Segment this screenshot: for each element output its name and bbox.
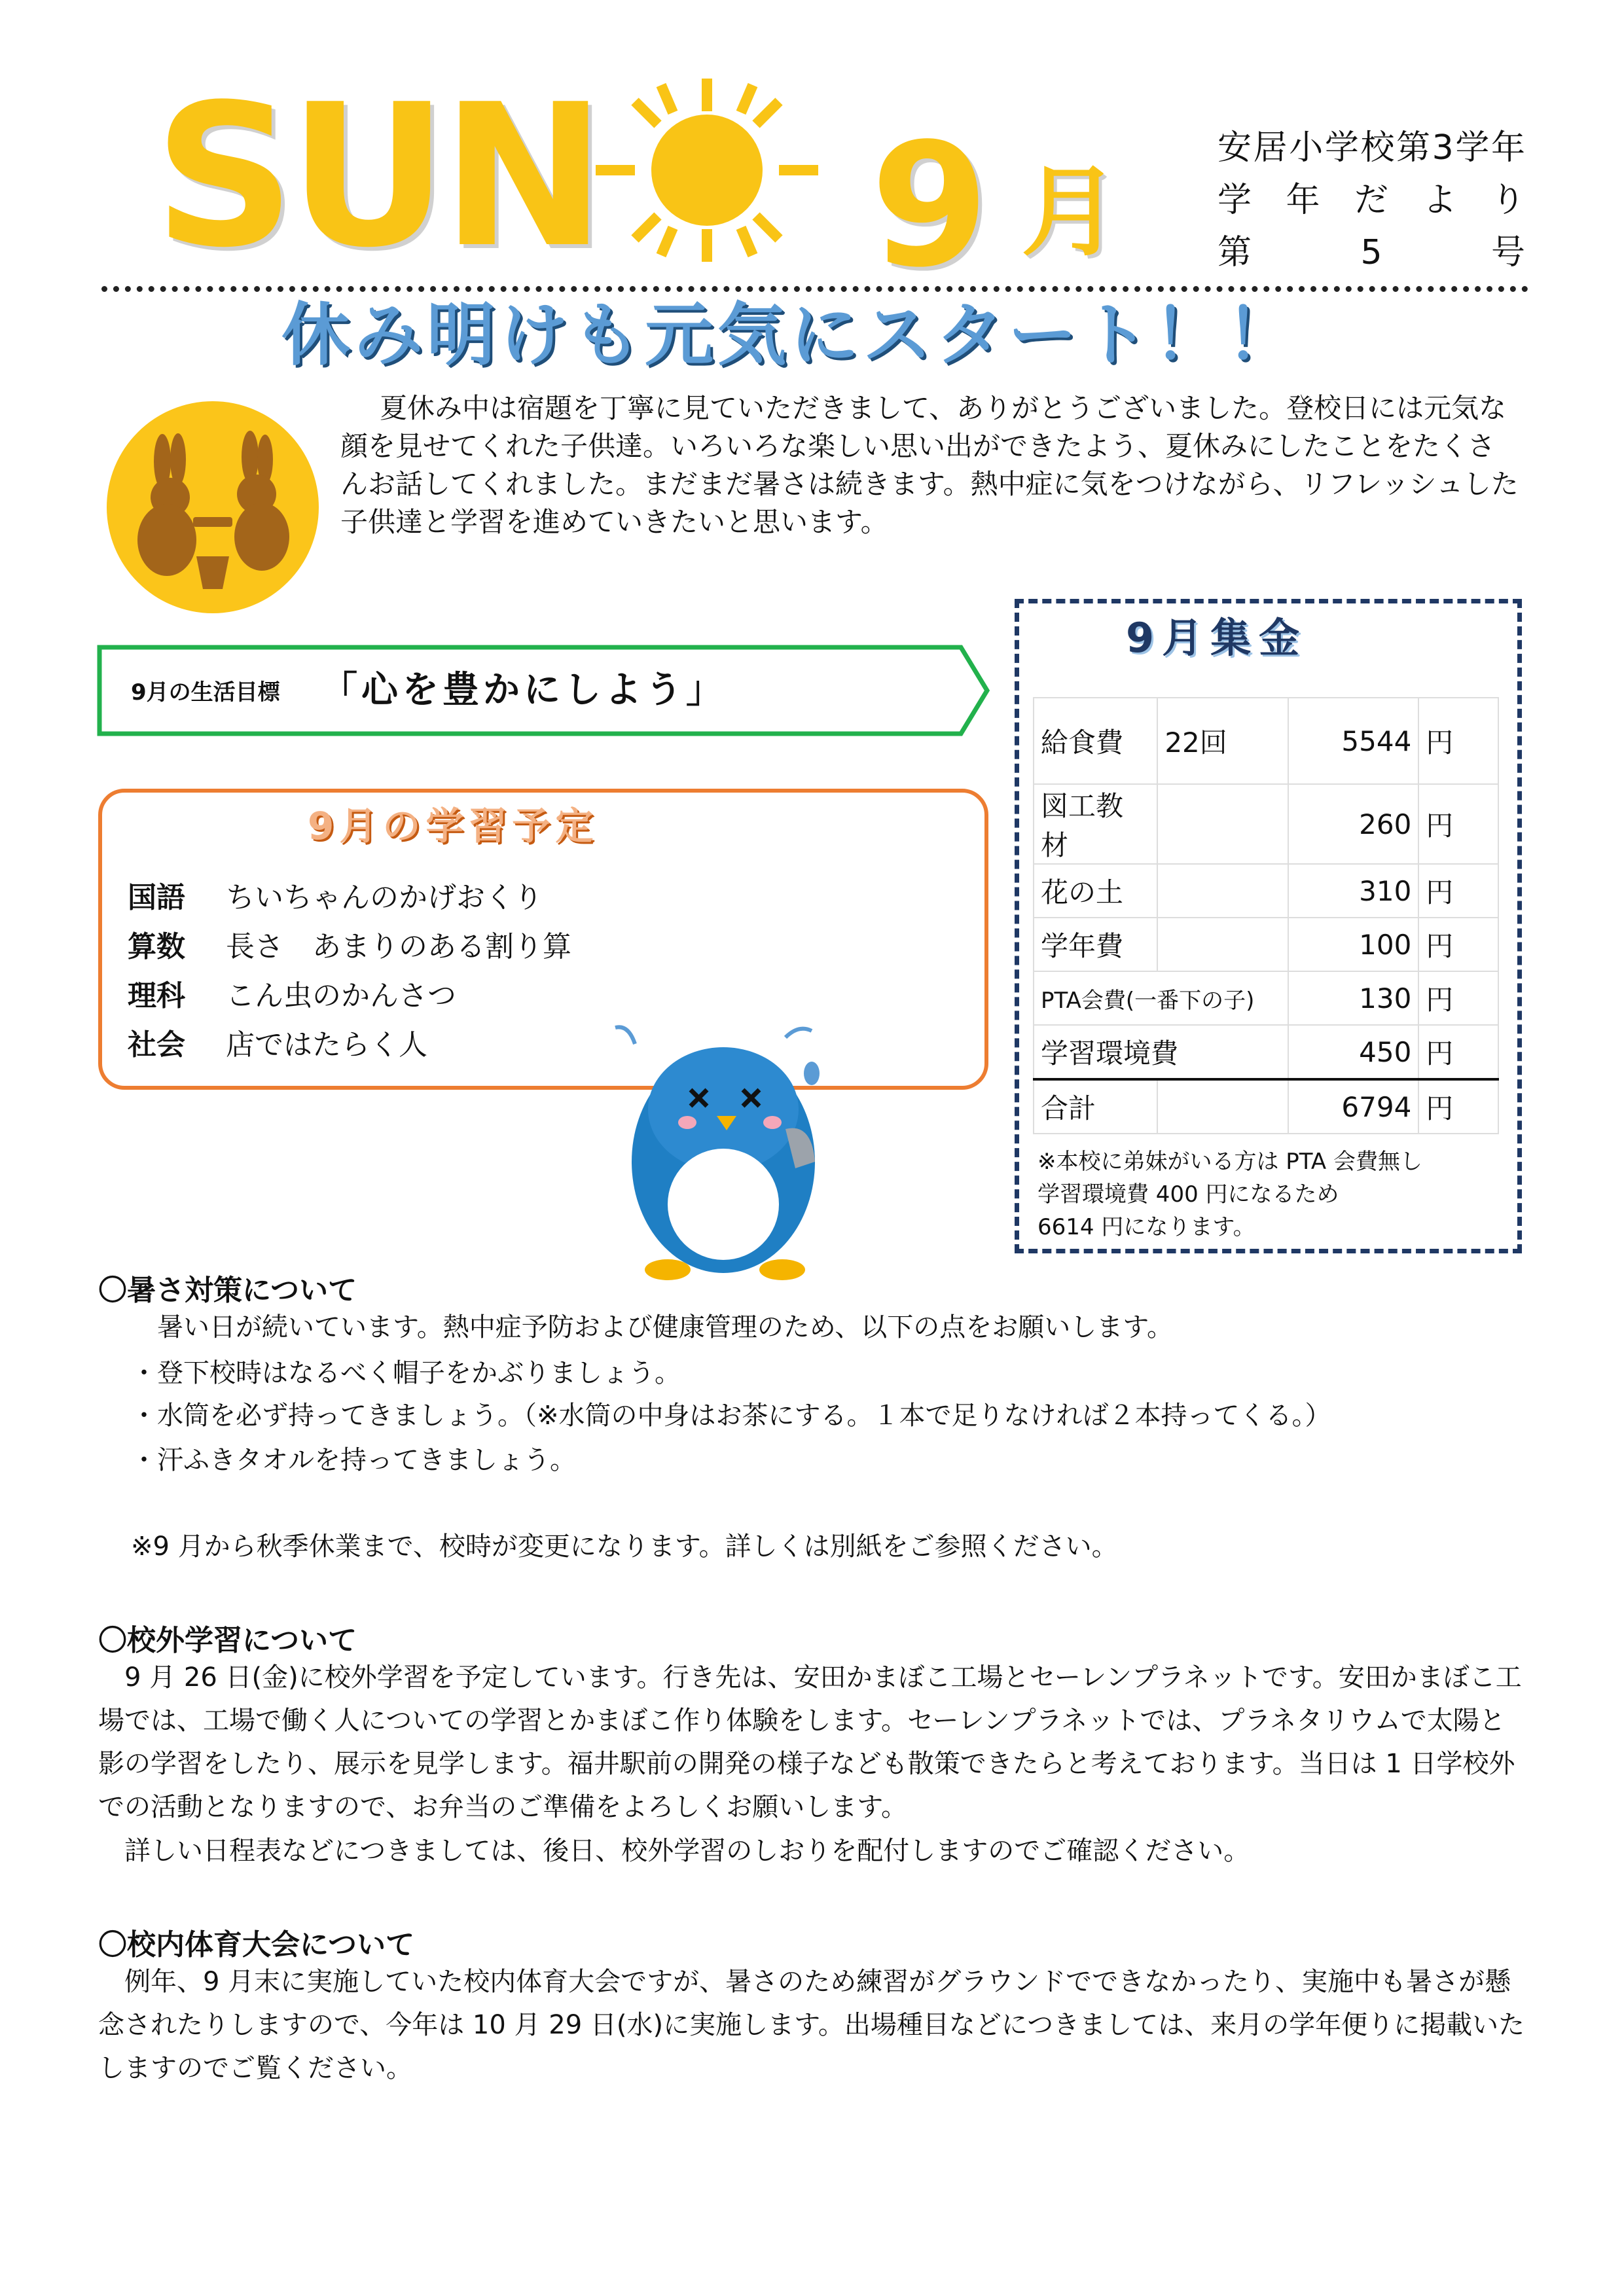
table-row: 合計 6794 円 [1034,1079,1498,1134]
table-row: 給食費 22回 5544 円 [1034,698,1498,784]
heat-line: ・水筒を必ず持ってきましょう。（※水筒の中身はお茶にする。１本で足りなければ２本持ってくる。） [131,1401,1331,1431]
table-row: 図工教材 260 円 [1034,784,1498,864]
title-month-number: 9 [871,107,989,305]
goal-text: 「心を豊かにしよう」 [321,669,727,711]
issue-number-line: 第 5 号 [1218,233,1525,272]
moon-rabbits-illustration [105,399,321,615]
table-row: 学年費 100 円 [1034,918,1498,971]
newsletter-label-line: 学 年 だ よ り [1218,181,1525,220]
school-name-line: 安 居 小 学 校 第 3 学 年 [1218,128,1525,168]
title-sun: SUN [154,62,600,291]
heat-line: ・汗ふきタオルを持ってきましょう。 [131,1445,576,1475]
fee-note: ※本校に弟妹がいる方は PTA 会費無し 学習環境費 400 円になるため 6614 円になります。 [1038,1149,1422,1240]
heat-schedule-note: ※9 月から秋季休業まで、校時が変更になります。詳しくは別紙をご参照ください。 [131,1532,1118,1562]
sports-paragraph: 例年、9 月末に実施していた校内体育大会ですが、暑さのため練習がグラウンドでできなかったり、実施中も暑さが懸念されたりしますので、今年は 10 月 29 日(水)に実施します。出場種目などにつきましては、来月の学年便りに掲載いたしますのでご覧ください。 [98,1967,1525,2083]
heat-section-title: 〇暑さ対策について [98,1274,357,1307]
goal-label: 9月の生活目標 [131,679,280,706]
sweating-penguin-illustration [589,1011,864,1286]
study-row: 社会 店ではたらく人 [128,1028,427,1062]
table-row: 学習環境費 450 円 [1034,1025,1498,1079]
heat-line: 暑い日が続いています。熱中症予防および健康管理のため、以下の点をお願いします。 [131,1312,1173,1342]
headline: 休み明けも元気にスタート！！ [281,295,1299,375]
intro-paragraph: 夏休み中は宿題を丁寧に見ていただきまして、ありがとうございました。登校日には元気な顔を見せてくれた子供達。いろいろな楽しい思い出ができたよう、夏休みにしたことをたくさんお話してくれました。まだまだ暑さは続きます。熱中症に気をつけながら、リフレッシュした子供達と学習を進めていきたいと思います。 [340,392,1519,538]
study-row: 国語 ちいちゃんのかげおくり [128,881,543,914]
table-row: PTA会費(一番下の子) 130 円 [1034,971,1498,1025]
field-trip-section-title: 〇校外学習について [98,1624,357,1657]
sports-section-title: 〇校内体育大会について [98,1928,415,1962]
header-divider [101,286,1528,292]
study-plan-title: 9月の学習予定 [308,804,599,848]
fee-title: 9月集金 [1126,614,1308,662]
study-row: 理科 こん虫のかんさつ [128,979,456,1013]
study-row: 算数 長さ あまりのある割り算 [128,930,571,963]
field-trip-paragraph: 9 月 26 日(金)に校外学習を予定しています。行き先は、安田かまぼこ工場とセーレンプラネットです。安田かまぼこ工場では、工場で働く人についての学習とかまぼこ作り体験をします。セーレンプラネットでは、プラネタリウムで太陽と影の学習をしたり、展示を見学します。福井駅前の開発の様子なども散策できたらと考えております。当日は 1 日学校外での活動となりますので、お弁当のご準備をよろしくお願いします。 [98,1662,1522,1822]
field-trip-schedule-note: 詳しい日程表などにつきましては、後日、校外学習のしおりを配付しますのでご確認ください。 [124,1836,1250,1866]
table-row: 花の土 310 円 [1034,864,1498,918]
heat-line: ・登下校時はなるべく帽子をかぶりましょう。 [131,1358,681,1388]
sun-icon [583,72,831,268]
title-month-kanji: 月 [1021,156,1120,270]
fee-table [1033,697,1499,1134]
